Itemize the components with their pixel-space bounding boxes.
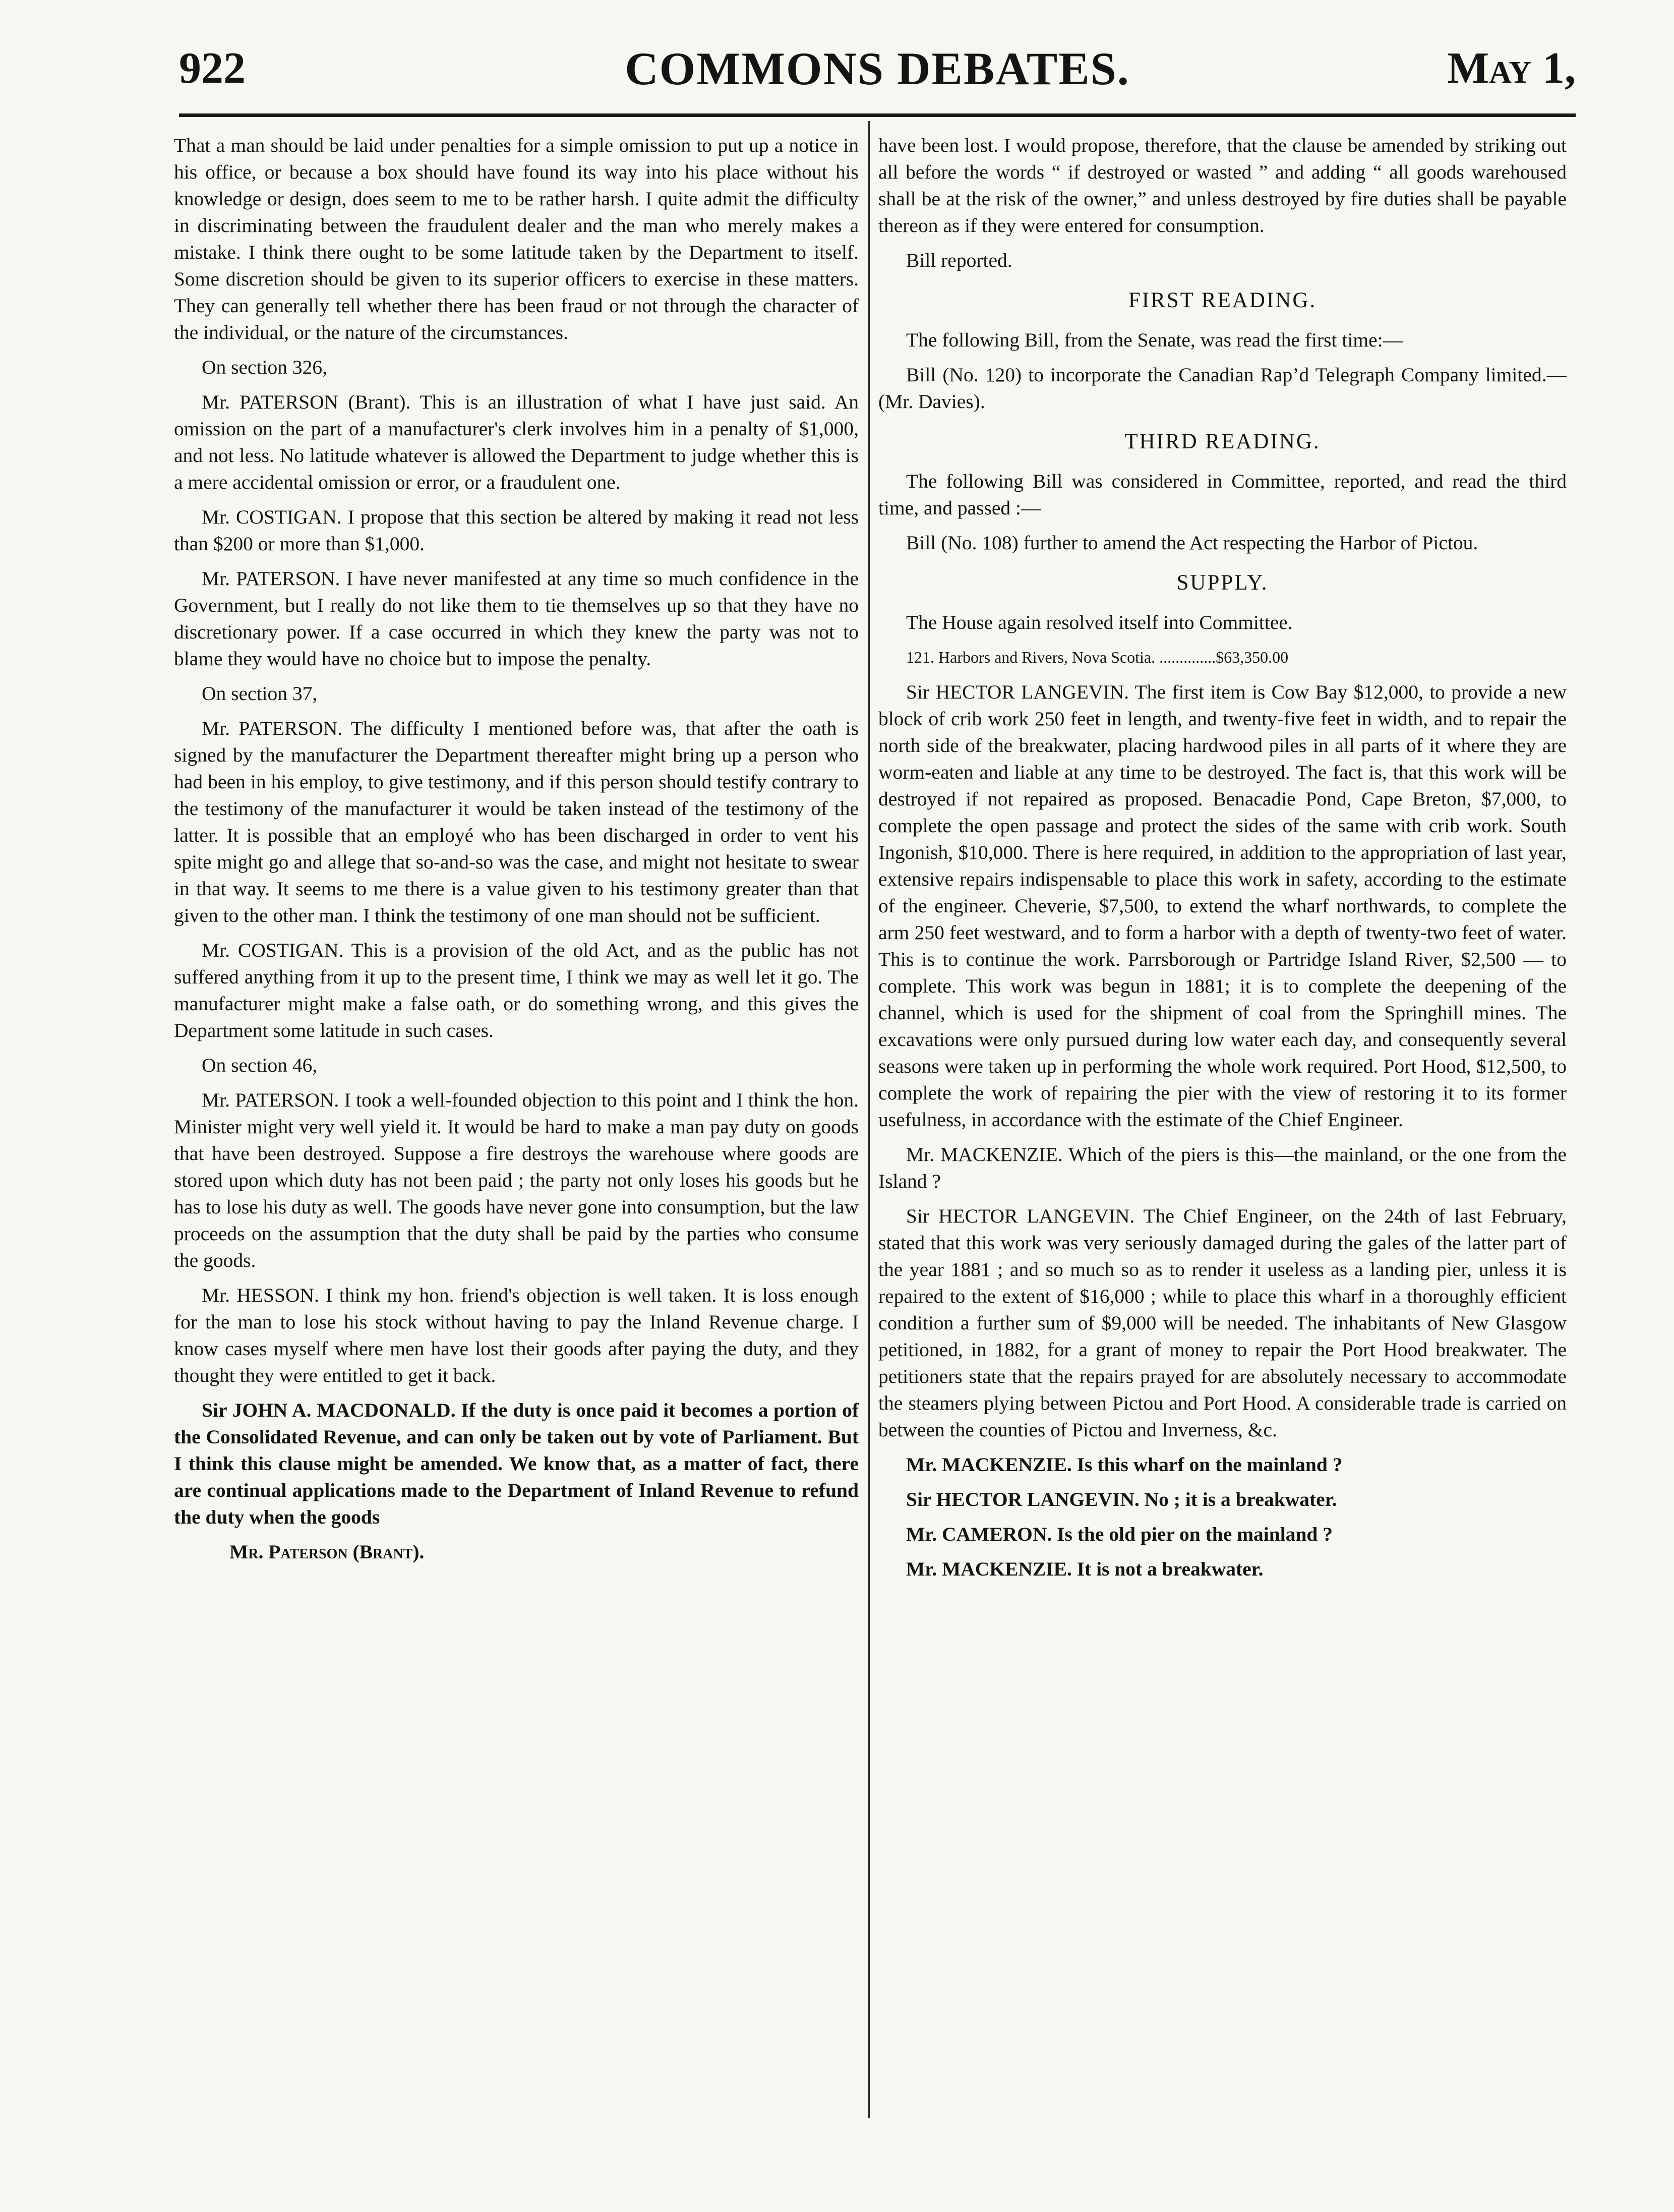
section-heading: THIRD READING. [1124, 430, 1321, 453]
page-header [179, 28, 1576, 103]
section-note: On section 46, [202, 1054, 318, 1076]
paragraph: That a man should be laid under penalties for a simple omission to put up a notice in his office, or because a box should have found its way into his place without his knowledge or design, does seem to me to be rather harsh. I quite admit the difficulty in discriminating between the fraudulent dealer and the man who merely makes a mistake. I think there ought to be some latitude taken by the Department to itself. Some discretion should be given to its superior officers to exercise in these matters. They can generally tell whether there has been fraud or not through the character of the individual, or the nature of the circumstances. [174, 134, 859, 343]
speech: Sir HECTOR LANGEVIN. The first item is Cow Bay $12,000, to provide a new block of crib work 250 feet in length, and twenty-five feet in width, and to repair the north side of the breakwater, placing hardwood piles in all parts of it where they are worm-eaten and liable at any time to be destroyed. The fact is, that this work will be destroyed if not repaired as proposed. Benacadie Pond, Cape Breton, $7,000, to complete the open passage and protect the sides of the same with crib work. South Ingonish, $10,000. There is here required, in addition to the appropriation of last year, extensive repairs indispensable to place this work in safety, according to the estimate of the engineer. Cheverie, $7,500, to extend the wharf northwards, to complete the arm 250 feet westward, and to form a harbor with a depth of twenty-two feet of water. This is to continue the work. Parrsborough or Partridge Island River, $2,500 — to complete. This work was begun in 1881; it is to complete the deepening of the channel, which is used for the shipment of coal from the Springhill mines. The excavations were only pursued during low water each day, and consequently several seasons were taken up in performing the whole work required. Port Hood, $12,500, to complete the work of repairing the pier with the view of restoring it to its former usefulness, in accordance with the estimate of the Chief Engineer. [878, 681, 1567, 1131]
paragraph: The House again resolved itself into Committee. [906, 611, 1293, 633]
section-heading: SUPPLY. [1176, 571, 1269, 595]
speech: Mr. COSTIGAN. This is a provision of the old Act, and as the public has not suffered anything from it up to the present time, I think we may as well let it go. The manufacturer might make a false oath, or do something wrong, and this gives the Department some latitude in such cases. [174, 939, 859, 1041]
paragraph: Bill reported. [906, 249, 1012, 271]
speech: Sir JOHN A. MACDONALD. If the duty is once paid it becomes a portion of the Consolidated Revenue, and can only be taken out by vote of Parliament. But I think this clause might be amended. We know that, as a matter of fact, there are continual applications made to the Department of Inland Revenue to refund the duty when the goods [174, 1399, 859, 1528]
speech: Mr. HESSON. I think my hon. friend's objection is well taken. It is loss enough for the man to lose his stock without having to pay the Inland Revenue charge. I know cases myself where men have lost their goods after paying the duty, and they thought they were entitled to get it back. [174, 1284, 859, 1386]
speech: Mr. PATERSON (Brant). This is an illustration of what I have just said. An omission on the part of a manufacturer's clerk involves him in a penalty of $1,000, and not less. No latitude whatever is allowed the Department to judge whether this is a mere accidental omission or error, or a fraudulent one. [174, 391, 859, 493]
paragraph: Bill (No. 108) further to amend the Act respecting the Harbor of Pictou. [906, 532, 1478, 554]
section-note: On section 326, [202, 356, 328, 378]
header-date: May 1, [1447, 44, 1576, 93]
header-rule [179, 113, 1576, 117]
speech: Mr. MACKENZIE. Is this wharf on the mainland ? [906, 1453, 1343, 1476]
paragraph: The following Bill, from the Senate, was read the first time:— [906, 329, 1403, 351]
left-column [174, 132, 859, 1574]
section-heading: FIRST READING. [1128, 288, 1317, 312]
supply-item: 121. Harbors and Rivers, Nova Scotia. ..............$63,350.00 [906, 648, 1289, 666]
speech: Sir HECTOR LANGEVIN. The Chief Engineer, on the 24th of last February, stated that this work was very seriously damaged during the gales of the latter part of the year 1881 ; and so much so as to render it useless as a landing pier, unless it is repaired to the extent of $16,000 ; while to place this wharf in a thoroughly efficient condition a further sum of $9,000 will be needed. The inhabitants of New Glasgow petitioned, in 1882, for a grant of money to repair the Port Hood breakwater. The petitioners state that the repairs prayed for are absolutely necessary to accommodate the steamers plying between Pictou and Port Hood. A considerable trade is carried on between the counties of Pictou and Inverness, &c. [878, 1205, 1567, 1441]
paragraph: have been lost. I would propose, therefore, that the clause be amended by striking out all before the words “ if destroyed or wasted ” and adding “ all goods warehoused shall be at the risk of the owner,” and unless destroyed by fire duties shall be payable thereon as if they were entered for consumption. [878, 134, 1567, 237]
speech: Mr. CAMERON. Is the old pier on the mainland ? [906, 1523, 1333, 1545]
speech: Mr. COSTIGAN. I propose that this section be altered by making it read not less than $200 or more than $1,000. [174, 506, 859, 555]
section-note: On section 37, [202, 682, 318, 705]
page-number: 922 [179, 44, 246, 93]
page-signature: Mr. Paterson (Brant). [229, 1541, 425, 1563]
column-divider [868, 121, 870, 2118]
paragraph: The following Bill was considered in Committee, reported, and read the third time, and passed :— [878, 470, 1567, 519]
speech: Sir HECTOR LANGEVIN. No ; it is a breakwater. [906, 1488, 1337, 1510]
right-column [878, 132, 1567, 1591]
speech: Mr. PATERSON. I have never manifested at any time so much confidence in the Government, but I really do not like them to tie themselves up so that they have no discretionary power. If a case occurred in which they knew the party was not to blame they would have no choice but to impose the penalty. [174, 567, 859, 670]
paragraph: Bill (No. 120) to incorporate the Canadian Rap’d Telegraph Company limited.—(Mr. Davies). [878, 364, 1567, 413]
speech: Mr. MACKENZIE. Which of the piers is this—the mainland, or the one from the Island ? [878, 1143, 1567, 1192]
speech: Mr. PATERSON. I took a well-founded objection to this point and I think the hon. Minister might very well yield it. It would be hard to make a man pay duty on goods that have been destroyed. Suppose a fire destroys the warehouse where goods are stored upon which duty has not been paid ; the party not only loses his goods but he has to lose his duty as well. The goods have never gone into consumption, but the law proceeds on the assumption that the duty shall be paid by the parties who consume the goods. [174, 1089, 859, 1271]
speech: Mr. MACKENZIE. It is not a breakwater. [906, 1558, 1264, 1580]
journal-title: COMMONS DEBATES. [625, 43, 1130, 94]
speech: Mr. PATERSON. The difficulty I mentioned before was, that after the oath is signed by the manufacturer the Department thereafter might bring up a person who had been in his employ, to give testimony, and if this person should testify contrary to the testimony of the manufacturer it would be taken instead of the testimony of the latter. It is possible that an employé who has been discharged in order to vent his spite might go and allege that so-and-so was the case, and might not hesitate to swear in that way. It seems to me there is a value given to his testimony greater than that given to the other man. I think the testimony of one man should not be sufficient. [174, 717, 859, 926]
